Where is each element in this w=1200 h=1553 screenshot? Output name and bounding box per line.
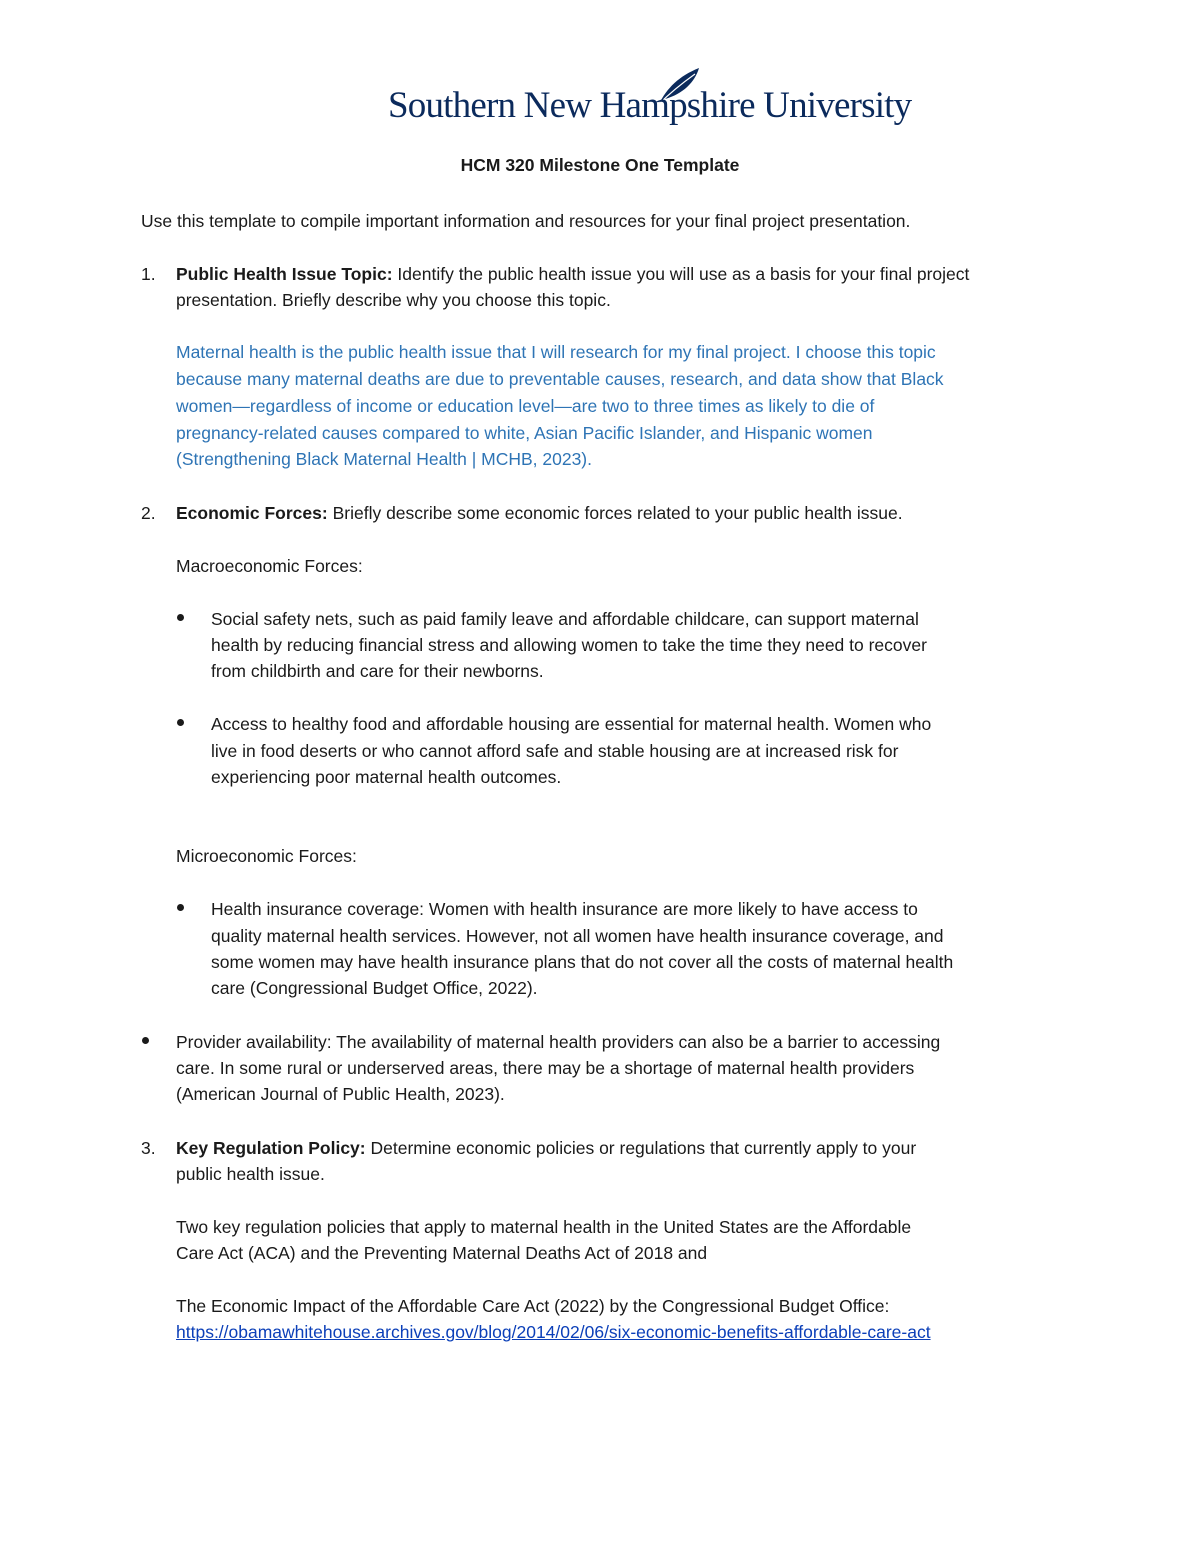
section1-answer-line: (Strengthening Black Maternal Health | MCHB, 2023). (176, 449, 592, 469)
micro-bullet1-line: care (Congressional Budget Office, 2022). (211, 978, 538, 998)
micro-bullet2-line: (American Journal of Public Health, 2023). (176, 1084, 505, 1104)
macro-bullet2-line: live in food deserts or who cannot afford safe and stable housing are at increased risk for (211, 741, 899, 761)
section1-number: 1. (141, 264, 156, 284)
macro-bullet1-line: Social safety nets, such as paid family leave and affordable childcare, can support maternal (211, 609, 919, 629)
section3-prompt: Determine economic policies or regulations that currently apply to your (370, 1138, 917, 1158)
section2-number: 2. (141, 503, 156, 523)
micro-bullet2-line: Provider availability: The availability of maternal health providers can also be a barrier to accessing (176, 1032, 941, 1052)
section1-heading: Public Health Issue Topic: (176, 264, 393, 284)
section3-number: 3. (141, 1138, 156, 1158)
university-logo: Southern New Hampshire University (388, 85, 912, 126)
micro-bullet1-line: Health insurance coverage: Women with health insurance are more likely to have access to (211, 899, 918, 919)
section1-line1 (176, 261, 969, 288)
section3-answer-line1: Two key regulation policies that apply to maternal health in the United States are the Affordable (176, 1217, 912, 1237)
intro-text: Use this template to compile important information and resources for your final project presentation. (141, 211, 911, 231)
bullet-icon (177, 719, 184, 726)
section3-prompt-line2: public health issue. (176, 1164, 325, 1184)
section1-answer-line: Maternal health is the public health issue that I will research for my final project. I choose this topic (176, 342, 936, 362)
macro-label: Macroeconomic Forces: (176, 556, 363, 576)
section1-answer-line: pregnancy-related causes compared to white, Asian Pacific Islander, and Hispanic women (176, 423, 873, 443)
micro-bullet2-line: care. In some rural or underserved areas, there may be a shortage of maternal health providers (176, 1058, 915, 1078)
section1-answer-line: women—regardless of income or education level—are two to three times as likely to die of (176, 396, 875, 416)
section1-prompt: Identify the public health issue you will use as a basis for your final project (397, 264, 970, 284)
macro-bullet2-line: experiencing poor maternal health outcomes. (211, 767, 562, 787)
section2-line1 (176, 500, 903, 527)
section2-prompt: Briefly describe some economic forces related to your public health issue. (332, 503, 903, 523)
section1-prompt-line2: presentation. Briefly describe why you choose this topic. (176, 290, 611, 310)
section2-heading: Economic Forces: (176, 503, 328, 523)
bullet-icon (177, 904, 184, 911)
section3-reference: The Economic Impact of the Affordable Care Act (2022) by the Congressional Budget Office: (176, 1296, 890, 1316)
reference-link[interactable]: https://obamawhitehouse.archives.gov/blog/2014/02/06/six-economic-benefits-affordable-care-act (176, 1322, 931, 1342)
micro-bullet1-line: quality maternal health services. However, not all women have health insurance coverage, and (211, 926, 944, 946)
section1-answer-line: because many maternal deaths are due to preventable causes, research, and data show that Black (176, 369, 944, 389)
section3-answer-line2: Care Act (ACA) and the Preventing Maternal Deaths Act of 2018 and (176, 1243, 708, 1263)
bullet-icon (177, 614, 184, 621)
page-title: HCM 320 Milestone One Template (460, 155, 740, 175)
macro-bullet1-line: health by reducing financial stress and allowing women to take the time they need to recover (211, 635, 927, 655)
section3-line1 (176, 1135, 916, 1162)
bullet-icon (142, 1037, 149, 1044)
micro-bullet1-line: some women may have health insurance plans that do not cover all the costs of maternal health (211, 952, 954, 972)
macro-bullet2-line: Access to healthy food and affordable housing are essential for maternal health. Women who (211, 714, 932, 734)
micro-label: Microeconomic Forces: (176, 846, 357, 866)
macro-bullet1-line: from childbirth and care for their newborns. (211, 661, 544, 681)
section3-heading: Key Regulation Policy: (176, 1138, 366, 1158)
